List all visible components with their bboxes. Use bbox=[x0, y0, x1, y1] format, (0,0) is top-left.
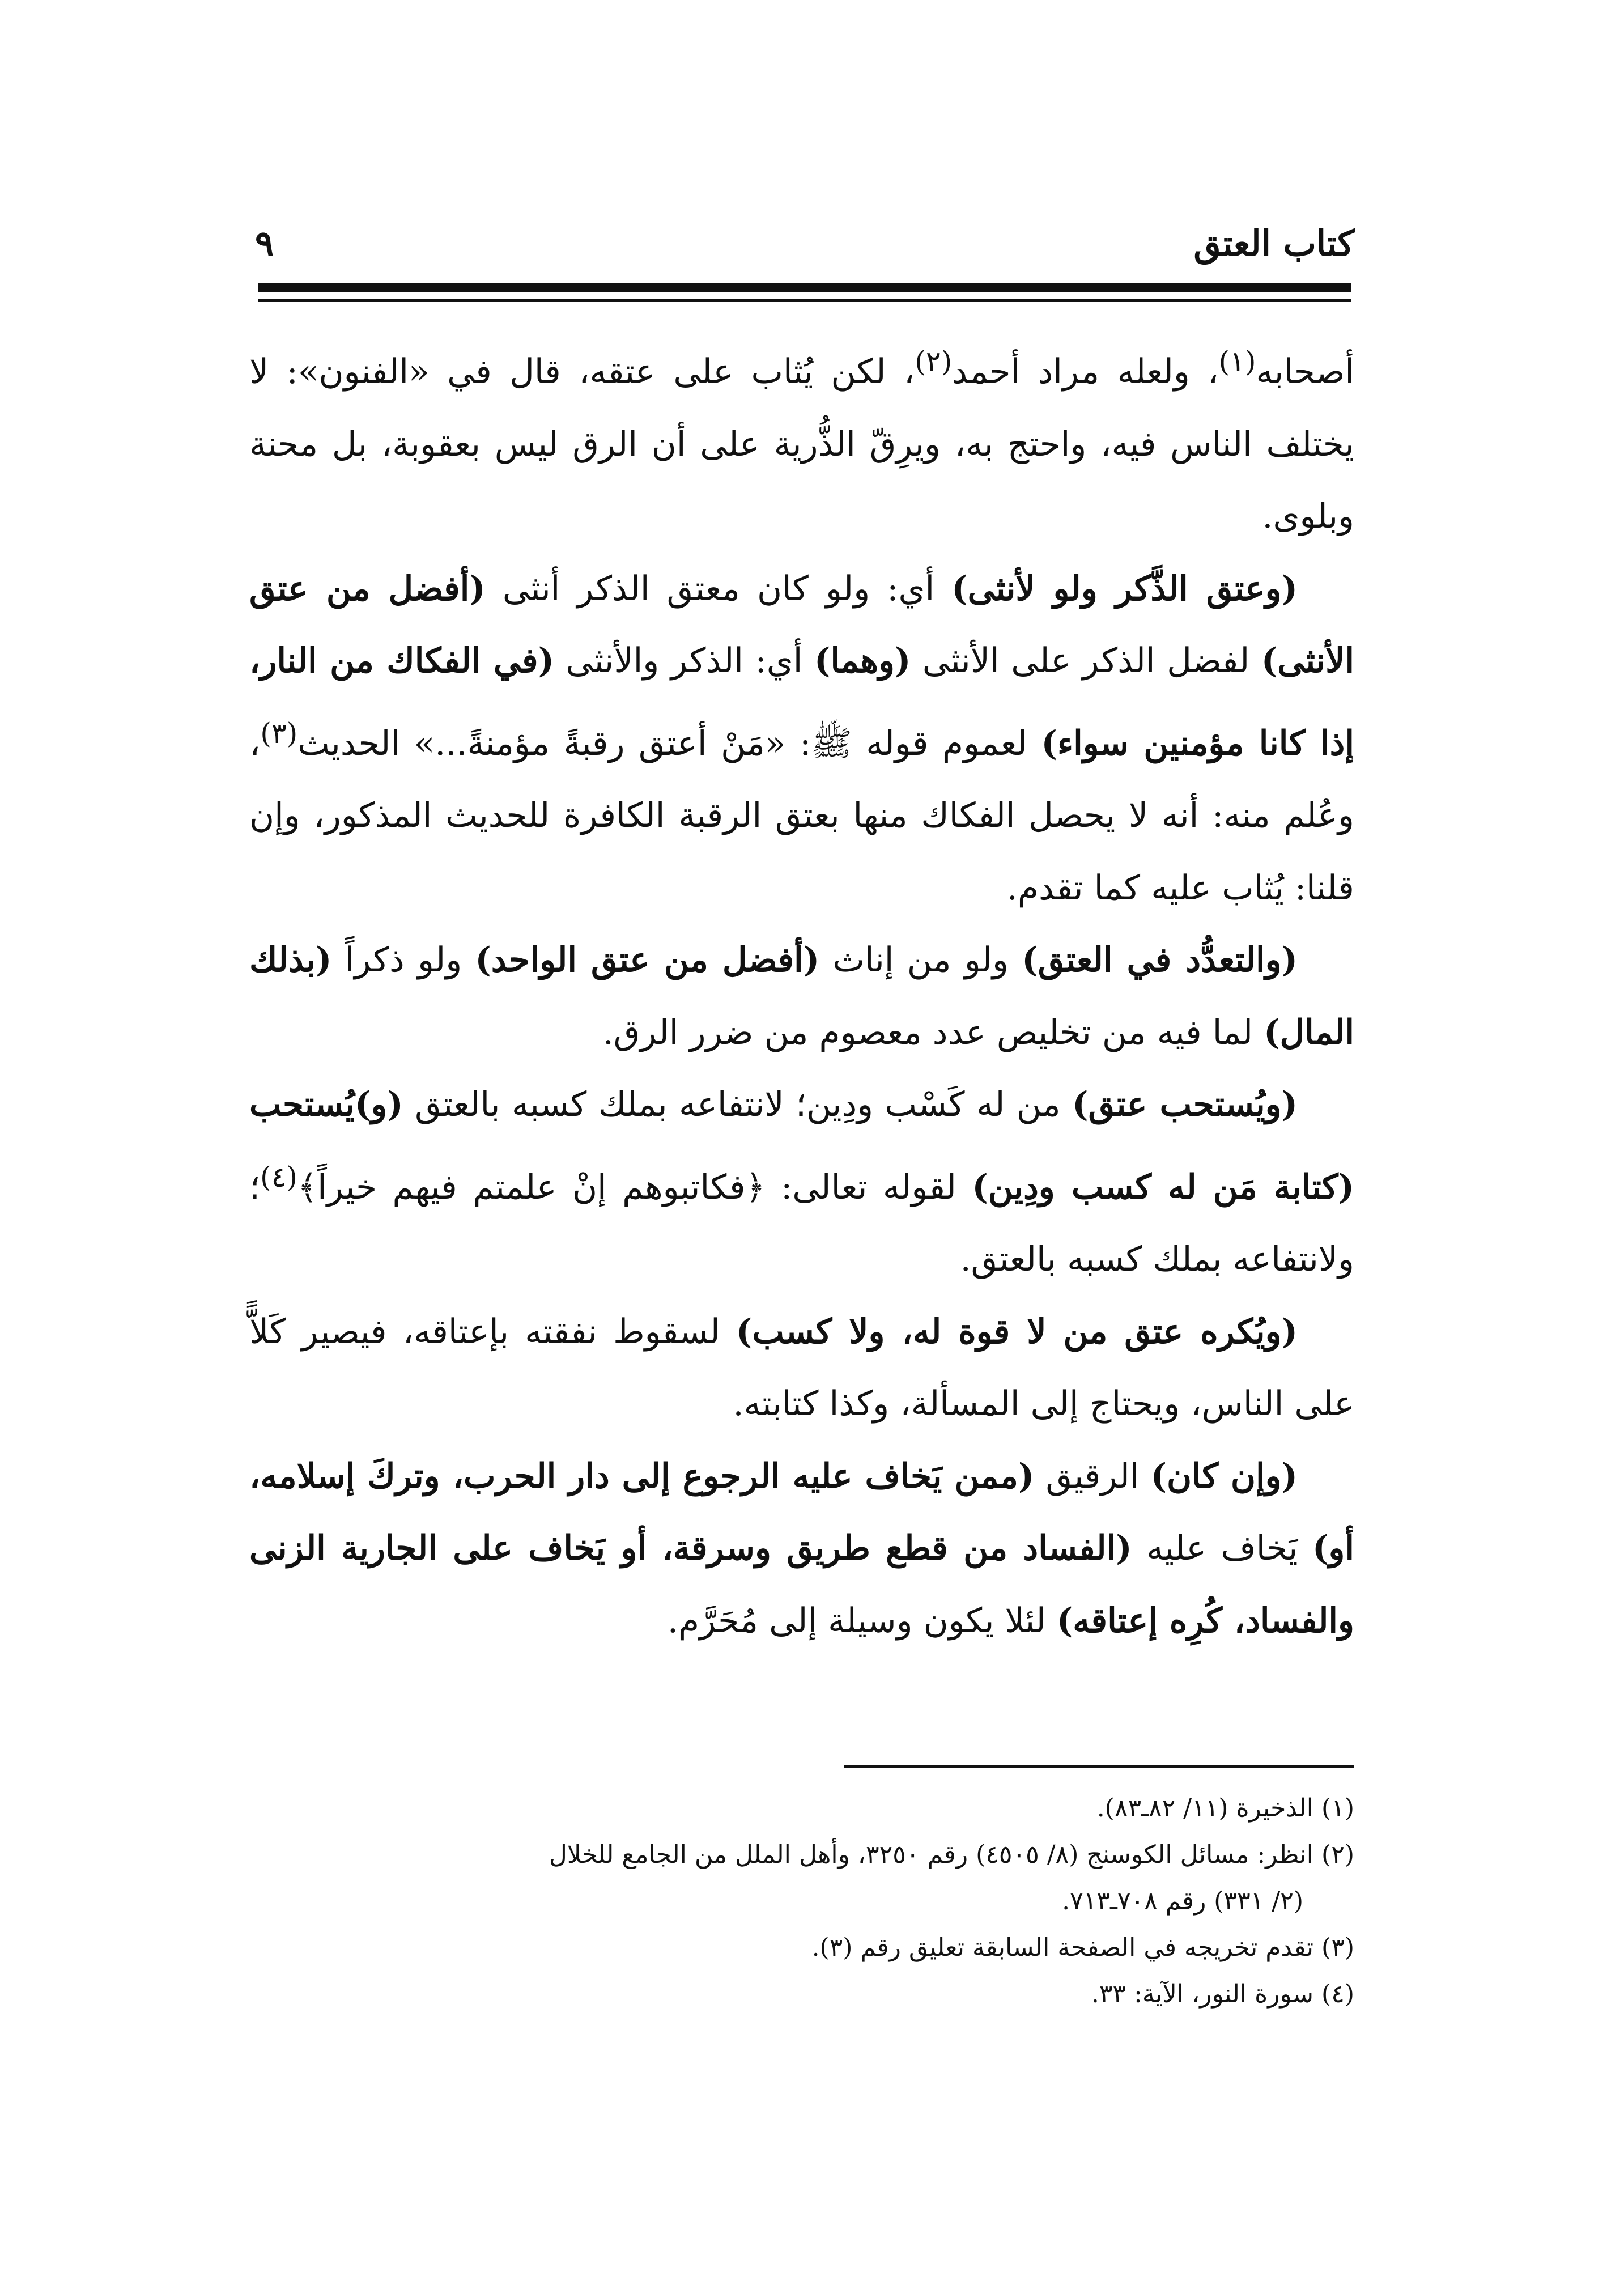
text-run: أي: الذكر والأنثى bbox=[554, 641, 814, 681]
text-run: ، ولعله مراد أحمد bbox=[952, 352, 1219, 392]
footnote-3: (٣) تقدم تخريجه في الصفحة السابقة تعليق رقم (٣). bbox=[811, 1933, 1354, 1962]
matn-text: (في الفكاك من النار، إذا كانا مؤمنين سواء) bbox=[249, 641, 1354, 763]
paragraph-5 bbox=[249, 1296, 1354, 1441]
text-run: لسقوط نفقته بإعتاقه، فيصير كَلاًّ على الناس، ويحتاج إلى المسألة، وكذا كتابته. bbox=[249, 1311, 1354, 1424]
paragraph-1 bbox=[249, 326, 1354, 553]
text-run: لقوله تعالى: ﴿فكاتبوهم إنْ علمتم فيهم خيراً﴾ bbox=[297, 1167, 972, 1207]
matn-text: (أفضل من عتق الواحد) bbox=[475, 940, 820, 980]
matn-text: (أفضل من عتق الأنثى) bbox=[249, 568, 1354, 681]
main-text bbox=[249, 326, 1354, 1657]
text-run: الرقيق bbox=[1034, 1456, 1151, 1496]
chapter-title: كتاب العتق bbox=[1193, 223, 1354, 264]
running-header bbox=[249, 218, 1354, 269]
paragraph-6 bbox=[249, 1441, 1354, 1658]
matn-text: (ويُكره عتق من لا قوة له، ولا كسب) bbox=[736, 1311, 1298, 1352]
footnote-4: (٤) سورة النور، الآية: ٣٣. bbox=[1091, 1980, 1354, 2009]
text-run: أي: ولو كان معتق الذكر أنثى bbox=[485, 568, 952, 609]
text-run: لما فيه من تخليص عدد معصوم من ضرر الرق. bbox=[602, 1012, 1264, 1052]
page-number: ٩ bbox=[255, 223, 274, 264]
text-run: أصحابه bbox=[1256, 352, 1355, 392]
text-run: لئلا يكون وسيلة إلى مُحَرَّم. bbox=[667, 1600, 1057, 1641]
footnote-ref-1: (١) bbox=[1218, 345, 1256, 378]
text-run: لعموم قوله ﷺ: «مَنْ أعتق رقبةً مؤمنةً...» الحديث bbox=[297, 723, 1041, 763]
matn-text: (وهما) bbox=[814, 641, 911, 681]
header-rule-thin bbox=[258, 299, 1351, 302]
footnote-1: (١) الذخيرة (١١/ ٨٢ـ٨٣). bbox=[1096, 1794, 1354, 1823]
footnote-2: (٢) انظر: مسائل الكوسنج (٨/ ٤٥٠٥) رقم ٣٢٥٠، وأهل الملل من الجامع للخلال bbox=[549, 1840, 1354, 1869]
paragraph-3 bbox=[249, 924, 1354, 1069]
paragraph-2 bbox=[249, 553, 1354, 925]
text-run: ، وعُلم منه: أنه لا يحصل الفكاك منها بعتق الرقبة الكافرة للحديث المذكور، وإن قلنا: يُثاب عليه كما تقدم. bbox=[249, 723, 1354, 908]
matn-text: (والتعدُّد في العتق) bbox=[1022, 940, 1298, 980]
matn-text: (و)يُستحب (كتابة مَن له كسب ودِين) bbox=[249, 1085, 1355, 1207]
text-run: ولو ذكراً bbox=[331, 940, 475, 980]
text-run: من له كَسْب ودِين؛ لانتفاعه بملك كسبه بالعتق bbox=[403, 1085, 1073, 1124]
text-run: ولو من إناث bbox=[819, 940, 1022, 980]
paragraph-4 bbox=[249, 1069, 1354, 1296]
text-run: ؛ ولانتفاعه بملك كسبه بالعتق. bbox=[249, 1167, 1354, 1279]
text-run: ، لكن يُثاب على عتقه، قال في «الفنون»: لا يختلف الناس فيه، واحتج به، ويرِقّ الذُّرية على أن الرق ليس بعقوبة، بل محنة وبلوى. bbox=[249, 352, 1354, 536]
matn-text: (بذلك المال) bbox=[249, 940, 1354, 1052]
text-run: يَخاف عليه bbox=[1132, 1528, 1312, 1568]
footnote-ref-3: (٣) bbox=[260, 716, 298, 750]
matn-text: (الفساد من قطع طريق وسرقة، أو يَخاف على الجارية الزنى والفساد، كُرِه إعتاقه) bbox=[249, 1528, 1354, 1641]
matn-text: (وعتق الذَّكر ولو لأنثى) bbox=[951, 568, 1298, 609]
header-rule-thick bbox=[258, 283, 1351, 292]
footnotes bbox=[249, 1785, 1354, 2018]
matn-text: (ممن يَخاف عليه الرجوع إلى دار الحرب، وتركَ إسلامه، أو) bbox=[249, 1456, 1354, 1568]
footnote-ref-2: (٢) bbox=[915, 345, 953, 378]
footnote-separator bbox=[844, 1765, 1354, 1768]
text-run: لفضل الذكر على الأنثى bbox=[911, 641, 1261, 681]
matn-text: (ويُستحب عتق) bbox=[1072, 1085, 1298, 1124]
footnote-2-continuation: (٢/ ٣٣١) رقم ٧٠٨ـ٧١٣. bbox=[1062, 1887, 1303, 1916]
matn-text: (وإن كان) bbox=[1150, 1456, 1298, 1496]
footnote-ref-4: (٤) bbox=[260, 1160, 297, 1194]
